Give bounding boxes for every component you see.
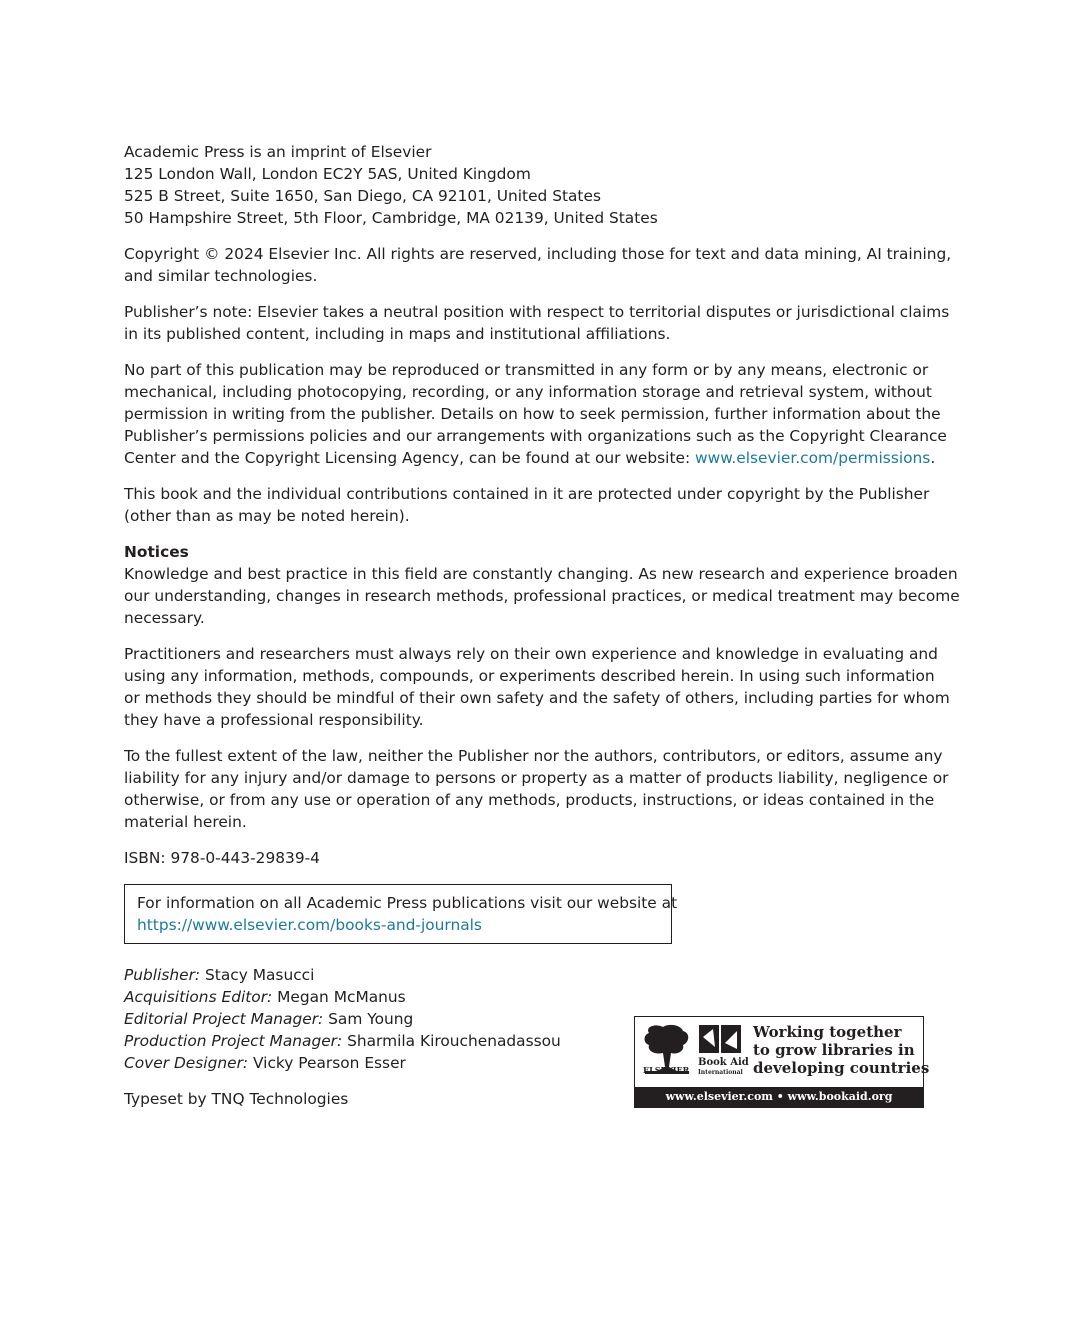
rights-line: mechanical, including photocopying, recording, or any information storage and retrieval system, without (124, 383, 932, 401)
notices-line: To the fullest extent of the law, neither the Publisher nor the authors, contributors, or editors, assume any (124, 747, 943, 765)
notices-paragraph-3 (124, 745, 949, 833)
credit-role: Editorial Project Manager: (124, 1010, 324, 1028)
copyright-line: Copyright © 2024 Elsevier Inc. All rights are reserved, including those for text and data mining, AI training, (124, 245, 952, 263)
info-box-text: For information on all Academic Press publications visit our website at (137, 894, 678, 912)
copyright-line: and similar technologies. (124, 267, 318, 285)
notices-line: using any information, methods, compounds, or experiments described herein. In using such information (124, 667, 935, 685)
book-aid-tagline (753, 1023, 930, 1077)
permissions-link[interactable]: www.elsevier.com/permissions (695, 449, 931, 467)
book-aid-label-sub: International (698, 1069, 743, 1076)
rights-line-end: . (930, 449, 936, 467)
isbn: ISBN: 978-0-443-29839-4 (124, 849, 320, 867)
copyright-statement (124, 243, 952, 287)
credit-name: Stacy Masucci (200, 966, 315, 984)
protection-line: (other than as may be noted herein). (124, 507, 410, 525)
rights-line: Publisher’s permissions policies and our arrangements with organizations such as the Copyright Clearance (124, 427, 947, 445)
credit-name: Sam Young (323, 1010, 414, 1028)
rights-line: permission in writing from the publisher. Details on how to seek permission, further information about the (124, 405, 941, 423)
notices-line: our understanding, changes in research methods, professional practices, or medical treatment may become (124, 587, 960, 605)
address-line: 50 Hampshire Street, 5th Floor, Cambridge, MA 02139, United States (124, 209, 658, 227)
address-line: 125 London Wall, London EC2Y 5AS, United Kingdom (124, 165, 531, 183)
credit-name: Vicky Pearson Esser (248, 1054, 406, 1072)
credit-role: Publisher: (124, 966, 201, 984)
rights-statement (124, 359, 947, 469)
rights-line-text: Center and the Copyright Licensing Agency, can be found at our website: (124, 449, 696, 467)
address-line: 525 B Street, Suite 1650, San Diego, CA 92101, United States (124, 187, 601, 205)
notices-line: Practitioners and researchers must always rely on their own experience and knowledge in evaluating and (124, 645, 938, 663)
notices-line: material herein. (124, 813, 247, 831)
publications-info-box (124, 884, 678, 944)
credit-role: Production Project Manager: (124, 1032, 343, 1050)
credit-role: Cover Designer: (124, 1054, 249, 1072)
credit-role: Acquisitions Editor: (124, 988, 273, 1006)
tagline-line: Working together (753, 1023, 902, 1041)
rights-line: No part of this publication may be reproduced or transmitted in any form or by any means, electronic or (124, 361, 929, 379)
notices-line: otherwise, or from any use or operation of any methods, products, instructions, or ideas contained in the (124, 791, 935, 809)
tagline-line: to grow libraries in (753, 1041, 915, 1059)
typeset-credit: Typeset by TNQ Technologies (124, 1090, 349, 1108)
book-aid-label: Book Aid (698, 1057, 749, 1068)
protection-statement (124, 483, 930, 527)
books-journals-link[interactable]: https://www.elsevier.com/books-and-journals (137, 916, 482, 934)
credit-name: Megan McManus (272, 988, 406, 1006)
notices-line: liability for any injury and/or damage to persons or property as a matter of products liability, negligence or (124, 769, 949, 787)
book-aid-footer: www.elsevier.com • www.bookaid.org (635, 1087, 923, 1107)
notices-line: necessary. (124, 609, 205, 627)
credit-name: Sharmila Kirouchenadassou (342, 1032, 561, 1050)
publisher-note-line: Publisher’s note: Elsevier takes a neutral position with respect to territorial disputes or jurisdictional claims (124, 303, 950, 321)
imprint-address (124, 141, 930, 229)
publisher-note (124, 301, 950, 345)
book-aid-logo (634, 1016, 930, 1108)
rights-line (124, 447, 936, 469)
address-line: Academic Press is an imprint of Elsevier (124, 143, 432, 161)
notices-line: or methods they should be mindful of their own safety and the safety of others, including parties for whom (124, 689, 950, 707)
notices-paragraph-2 (124, 643, 950, 731)
publisher-note-line: in its published content, including in maps and institutional affiliations. (124, 325, 671, 343)
content-column (124, 141, 960, 1124)
protection-line: This book and the individual contributions contained in it are protected under copyright by the Publisher (124, 485, 930, 503)
credit-publisher (124, 964, 930, 986)
notices-heading: Notices (124, 543, 189, 561)
notices-line: they have a professional responsibility. (124, 711, 424, 729)
elsevier-label: ELSEVIER (643, 1065, 690, 1075)
credit-acquisitions-editor (124, 986, 930, 1008)
tagline-line: developing countries (753, 1059, 930, 1077)
notices-section (124, 541, 960, 629)
notices-line: Knowledge and best practice in this field are constantly changing. As new research and experience broaden (124, 565, 958, 583)
